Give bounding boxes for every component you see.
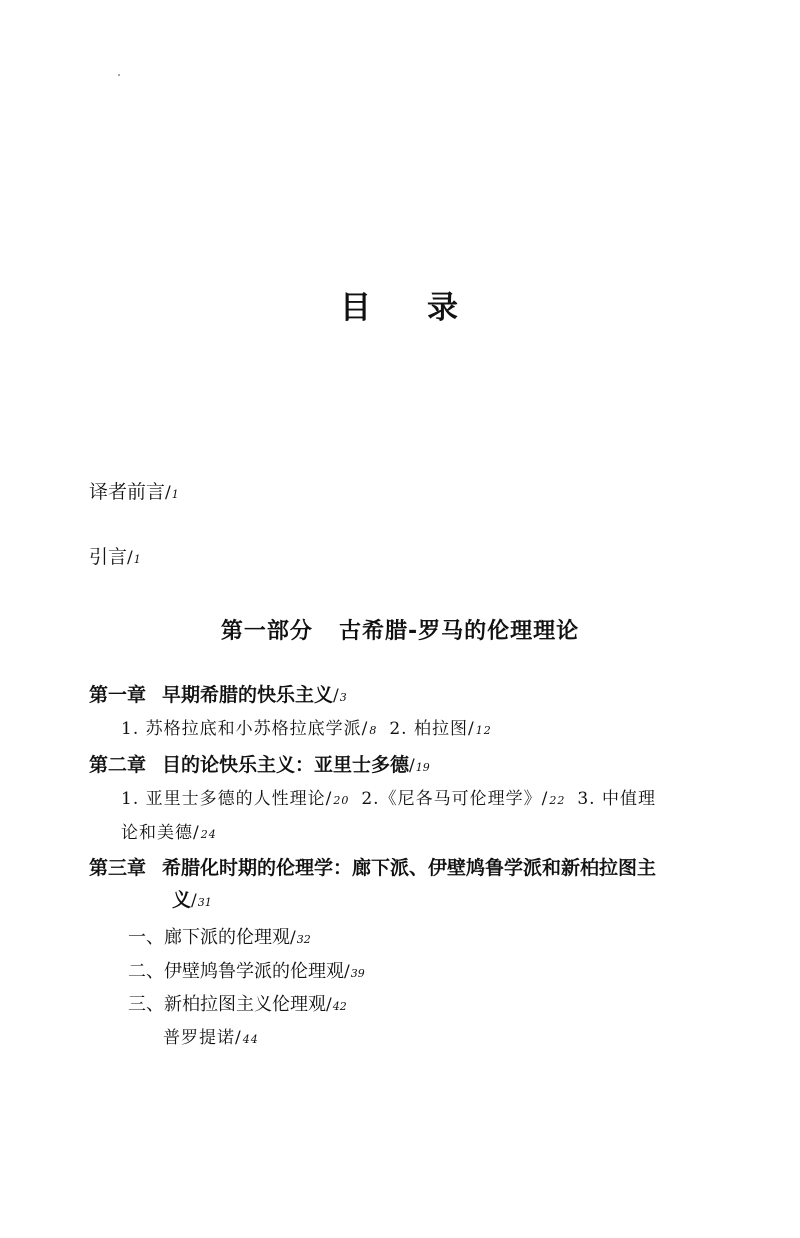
toc-section-entry[interactable]: 普罗提诺/44 [163, 1028, 259, 1048]
section-label: 1. 亚里士多德的人性理论 [121, 789, 326, 809]
section-page: 12 [475, 724, 492, 737]
toc-entry-introduction[interactable]: 引言/1 [89, 546, 141, 568]
toc-section-entry[interactable]: 1. 亚里士多德的人性理论/20 [121, 789, 350, 809]
chapter-title: 目的论快乐主义：亚里士多德 [162, 754, 410, 776]
entry-page: 1 [171, 488, 179, 501]
chapter-title-wrap: 义 [172, 889, 192, 911]
chapter-title: 早期希腊的快乐主义 [162, 684, 334, 706]
chapter-page: 19 [415, 761, 430, 774]
section-label-wrap-end: 论和美德 [121, 823, 193, 843]
title-char-2: 录 [427, 290, 460, 326]
chapter-number: 第三章 [89, 857, 147, 879]
toc-section-entry[interactable]: 2. 柏拉图/12 [389, 719, 492, 739]
toc-section-entry[interactable]: 二、伊壁鸠鲁学派的伦理观/39 [128, 961, 365, 982]
section-label: 二、伊壁鸠鲁学派的伦理观 [128, 961, 344, 982]
entry-page: 1 [133, 553, 141, 566]
chapter-page: 3 [339, 691, 347, 704]
part-heading [0, 614, 800, 645]
section-label: 一、廊下派的伦理观 [128, 927, 290, 948]
section-label: 普罗提诺 [163, 1028, 235, 1048]
section-page: 8 [369, 724, 378, 737]
chapter-number: 第一章 [89, 684, 147, 706]
toc-chapter-2[interactable]: 第二章 目的论快乐主义：亚里士多德/19 [89, 754, 430, 776]
section-label: 2.《尼各马可伦理学》 [361, 789, 542, 809]
title-char-1: 目 [340, 290, 373, 326]
toc-chapter-3-wrap[interactable]: 义/31 [172, 889, 212, 911]
section-label: 三、新柏拉图主义伦理观 [128, 994, 326, 1015]
scan-speck [118, 74, 120, 76]
toc-sections-chapter-2 [121, 787, 656, 813]
section-page: 22 [549, 794, 566, 807]
entry-label: 译者前言 [89, 481, 166, 503]
toc-section-entry[interactable]: 一、廊下派的伦理观/32 [128, 927, 311, 948]
section-page: 42 [332, 1000, 347, 1013]
toc-section-entry[interactable]: 三、新柏拉图主义伦理观/42 [128, 994, 347, 1015]
section-label: 1. 苏格拉底和小苏格拉底学派 [121, 719, 362, 739]
page-title [0, 282, 800, 327]
part-name: 古希腊-罗马的伦理理论 [338, 619, 580, 644]
chapter-title: 希腊化时期的伦理学：廊下派、伊壁鸠鲁学派和新柏拉图主 [162, 857, 657, 879]
section-label-wrap-start[interactable]: 3. 中值理 [577, 789, 656, 809]
entry-label: 引言 [89, 546, 128, 568]
toc-chapter-1[interactable]: 第一章 早期希腊的快乐主义/3 [89, 684, 347, 706]
chapter-page: 31 [197, 896, 212, 909]
section-page: 20 [333, 794, 350, 807]
section-page: 44 [242, 1033, 259, 1046]
section-page: 39 [350, 967, 365, 980]
toc-section-wrap[interactable]: 论和美德/24 [121, 823, 217, 843]
section-label: 2. 柏拉图 [389, 719, 468, 739]
toc-entry-translator-preface[interactable]: 译者前言/1 [89, 481, 179, 503]
section-page: 32 [296, 933, 311, 946]
toc-sections-chapter-1 [121, 717, 504, 743]
section-page: 24 [200, 828, 217, 841]
toc-chapter-3[interactable] [89, 856, 656, 880]
chapter-number: 第二章 [89, 754, 147, 776]
part-label: 第一部分 [220, 619, 313, 644]
toc-section-entry[interactable]: 1. 苏格拉底和小苏格拉底学派/8 [121, 719, 378, 739]
toc-section-entry[interactable]: 2.《尼各马可伦理学》/22 [361, 789, 566, 809]
